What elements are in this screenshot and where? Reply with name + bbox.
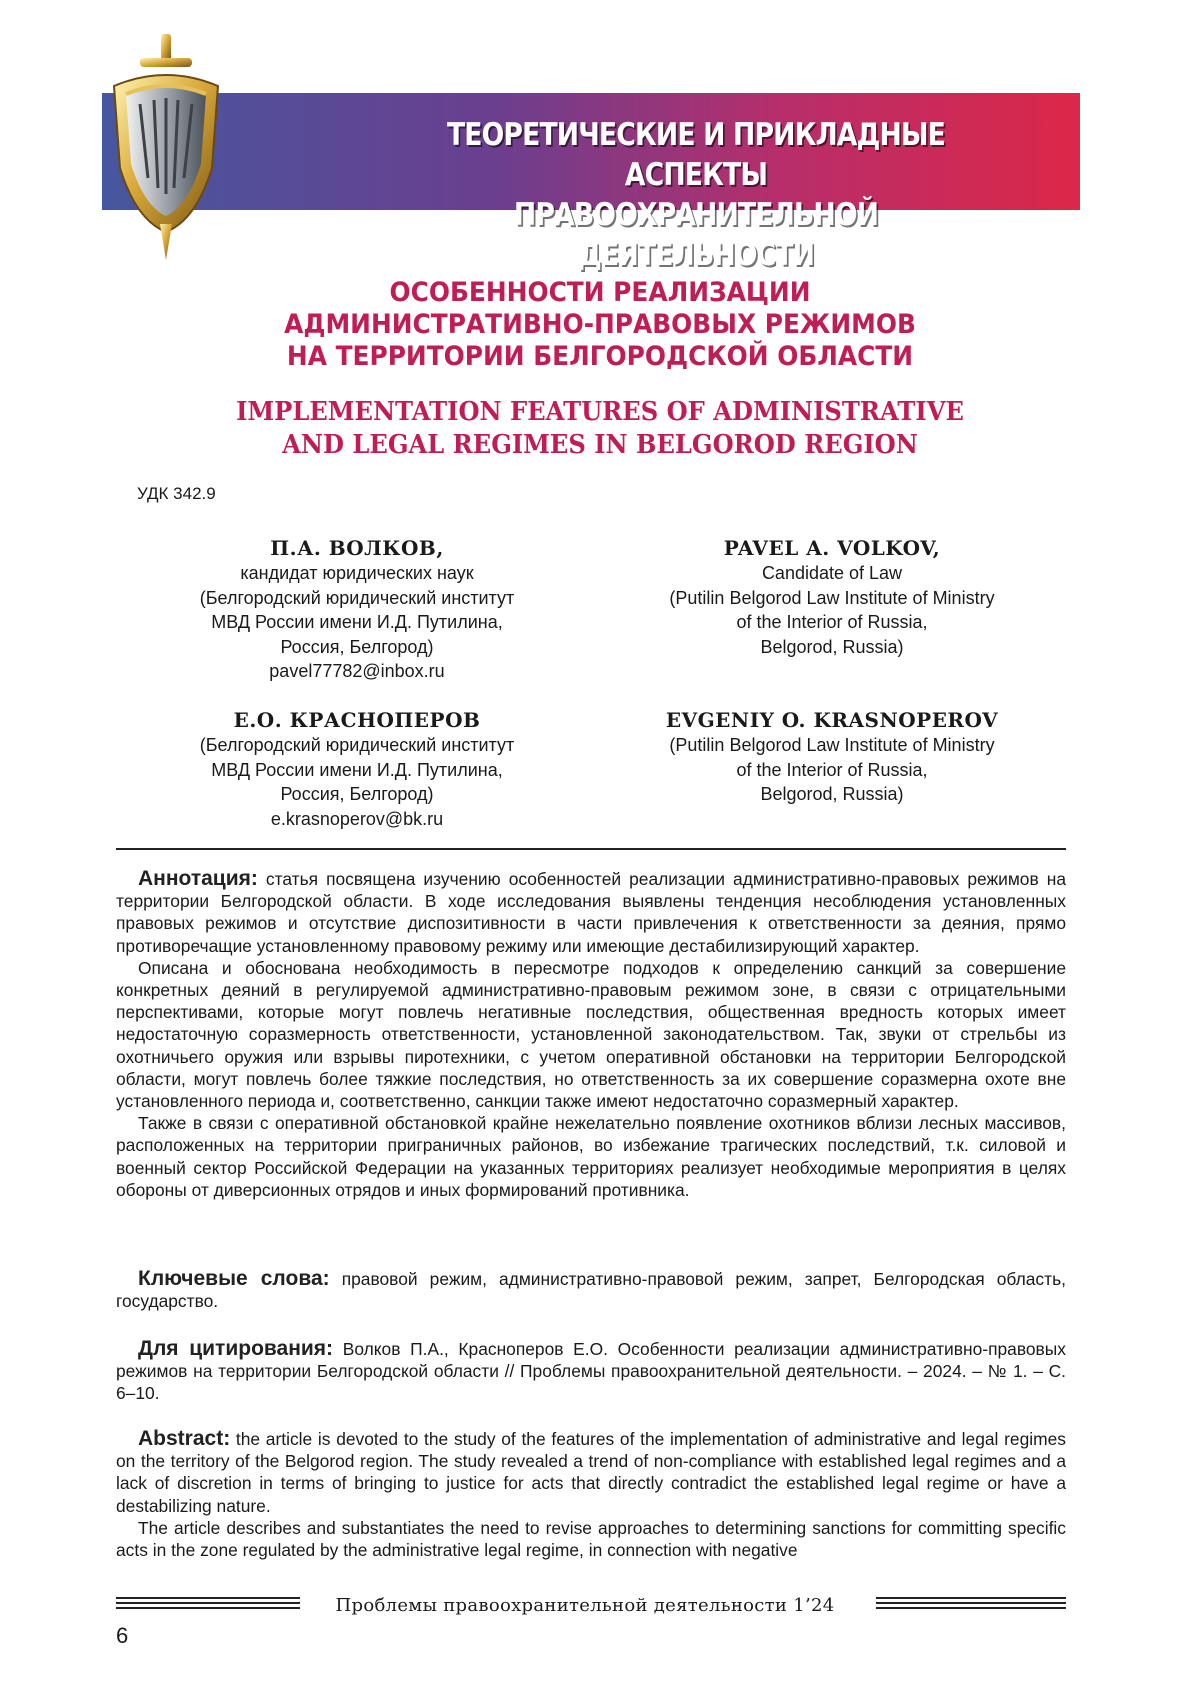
title-ru-line2: АДМИНИСТРАТИВНО-ПРАВОВЫХ РЕЖИМОВ <box>284 309 916 340</box>
author-affiliation: МВД России имени И.Д. Путилина, <box>211 759 503 780</box>
author-ru-1 <box>147 535 567 684</box>
author-degree: кандидат юридических наук <box>240 563 474 583</box>
author-affiliation: (Белгородский юридический институт <box>199 735 515 755</box>
author-location: Belgorod, Russia) <box>760 784 904 804</box>
author-name: П.А. ВОЛКОВ, <box>270 536 444 560</box>
article-title-en <box>135 396 1065 462</box>
annotation-block <box>116 868 1066 1201</box>
page-number: 6 <box>116 1623 129 1648</box>
author-affiliation: (Белгородский юридический институт <box>199 587 515 608</box>
author-location: Belgorod, Russia) <box>760 636 904 657</box>
author-ru-2 <box>147 707 567 831</box>
citation-text: Волков П.А., Красноперов Е.О. Особенности реализации административно-правовых режимов на территории Белгородской области // Проблемы правоохранительной деятельности. – 2024. – № 1. – С. 6–10. <box>116 1339 1066 1404</box>
author-name: PAVEL A. VOLKOV, <box>723 536 941 560</box>
annotation-paragraph: Также в связи с оперативной обстановкой крайне нежелательно появление охотников вблизи лесных массивов, расположенных на территории приграничных районов, во избежание трагических последствий, т.к. силовой и военный сектор Российской Федерации на указанных территориях реализует необходимые мероприятия в целях обороны от диверсионных отрядов и иных формирований противника. <box>116 1113 1066 1200</box>
keywords-block <box>116 1268 1066 1312</box>
author-location: Россия, Белгород) <box>280 636 434 657</box>
author-affiliation: of the Interior of Russia, <box>736 612 928 632</box>
author-affiliation: (Putilin Belgorod Law Institute of Ministry <box>669 587 995 608</box>
title-en-line1: IMPLEMENTATION FEATURES OF ADMINISTRATIVE <box>236 397 964 427</box>
author-en-2 <box>622 707 1042 807</box>
author-degree: Candidate of Law <box>761 563 903 583</box>
abstract-text: the article is devoted to the study of the features of the implementation of administrative and legal regimes on the territory of the Belgorod region. The study revealed a trend of non-compliance with established legal regimes and a lack of discretion in terms of bringing to justice for acts that directly contradict the established legal regime or have a destabilizing nature. <box>116 1429 1066 1516</box>
abstract-block <box>116 1428 1066 1561</box>
keywords-text: правовой режим, административно-правовой режим, запрет, Белгородская область, государство. <box>116 1269 1066 1312</box>
footer-rule-right-mid <box>876 1602 1066 1604</box>
annotation-paragraph: Описана и обоснована необходимость в пересмотре подходов к определению санкций за совершение конкретных деяний в регулируемой административно-правовым режимом зоне, в связи с отрицательными перспективами, которые могут повлечь негативные последствия, общественная вредность которых имеет недостаточную соразмерность ответственности, установленной законодательством. Так, звуки от стрельбы из охотничьего оружия или взрывы пиротехники, с учетом оперативной обстановки на территории Белгородской области, могут повлечь более тяжкие последствия, но ответственность за их совершение соразмерна охоте вне установленного периода и, соответственно, санкции также имеют недостаточно соразмерный характер. <box>116 957 1066 1112</box>
author-name: EVGENIY O. KRASNOPEROV <box>665 708 999 732</box>
author-en-1 <box>622 535 1042 659</box>
author-name: Е.О. КРАСНОПЕРОВ <box>233 708 481 732</box>
citation-label: Для цитирования: <box>138 1337 334 1360</box>
journal-name: Проблемы правоохранительной деятельности 1’24 <box>335 1595 835 1616</box>
section-title-line2: ПРАВООХРАНИТЕЛЬНОЙ ДЕЯТЕЛЬНОСТИ <box>513 197 879 273</box>
keywords-label: Ключевые слова: <box>138 1267 330 1290</box>
footer-rule-left-mid <box>116 1602 300 1604</box>
title-en-line2: AND LEGAL REGIMES IN BELGOROD REGION <box>282 430 918 460</box>
annotation-label: Аннотация: <box>138 867 258 890</box>
udk-code: УДК 342.9 <box>137 484 216 503</box>
section-banner <box>102 93 1080 273</box>
title-ru-line3: НА ТЕРРИТОРИИ БЕЛГОРОДСКОЙ ОБЛАСТИ <box>286 341 914 372</box>
title-ru-line1: ОСОБЕННОСТИ РЕАЛИЗАЦИИ <box>389 277 811 308</box>
author-email: pavel77782@inbox.ru <box>269 661 445 681</box>
section-title <box>400 115 992 275</box>
citation-block <box>116 1338 1066 1405</box>
section-title-line1: ТЕОРЕТИЧЕСКИЕ И ПРИКЛАДНЫЕ АСПЕКТЫ <box>446 117 946 193</box>
divider-rule <box>116 848 1066 850</box>
shield-sword-emblem-icon <box>100 28 232 260</box>
author-affiliation: (Putilin Belgorod Law Institute of Ministry <box>669 735 995 755</box>
author-affiliation: МВД России имени И.Д. Путилина, <box>211 612 503 632</box>
author-location: Россия, Белгород) <box>280 784 434 804</box>
annotation-text: статья посвящена изучению особенностей реализации административно-правовых режимов на территории Белгородской области. В ходе исследования выявлены тенденция несоблюдения установленных правовых режимов и отсутствие диспозитивности в части привлечения к ответственности за деяния, прямо противоречащие установленному правовому режиму или имеющие дестабилизирующий характер. <box>116 869 1066 956</box>
article-title-ru <box>140 277 1060 373</box>
author-affiliation: of the Interior of Russia, <box>736 759 928 780</box>
abstract-label: Abstract: <box>138 1427 231 1450</box>
author-email: e.krasnoperov@bk.ru <box>270 808 444 829</box>
abstract-paragraph: The article describes and substantiates the need to revise approaches to determining sanctions for committing specific acts in the zone regulated by the administrative legal regime, in connection with negative <box>116 1517 1066 1561</box>
